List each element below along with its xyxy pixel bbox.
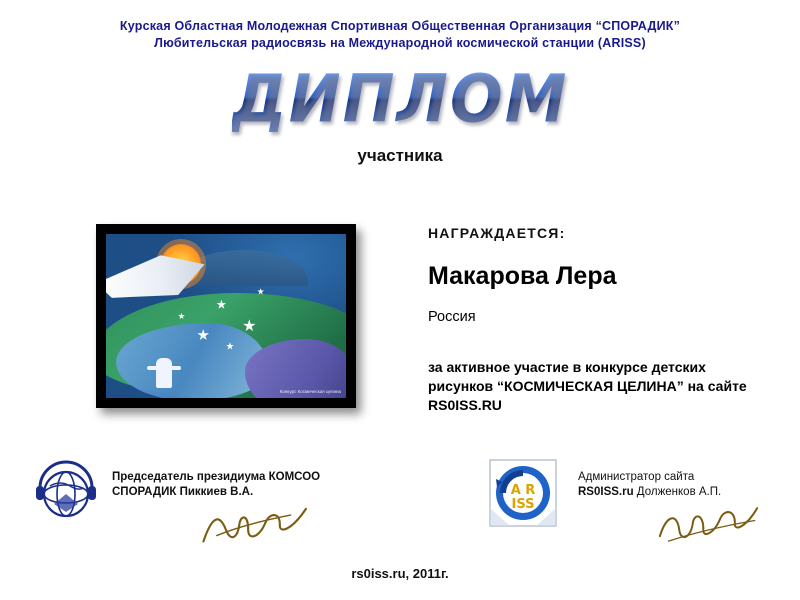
artwork-frame	[96, 224, 356, 408]
recipient-name: Макарова Лера	[428, 262, 617, 290]
footer-site-year: rs0iss.ru, 2011г.	[351, 566, 449, 581]
diploma-subtitle: участника	[357, 146, 443, 165]
signature-right-person: Долженков А.П.	[633, 485, 722, 498]
signature-block-right	[578, 470, 721, 500]
artwork-image	[106, 234, 346, 398]
signature-right-handwriting	[652, 493, 768, 558]
signature-right-line-2	[578, 485, 721, 500]
awarded-label: НАГРАЖДАЕТСЯ:	[428, 225, 566, 241]
artwork-figure	[156, 358, 172, 388]
ariss-emblem-icon	[488, 458, 558, 528]
organization-header	[0, 18, 800, 52]
diploma-title-container	[0, 59, 800, 138]
signature-right-line-1: Администратор сайта	[578, 471, 695, 483]
page-title: ДИПЛОМ	[231, 59, 569, 138]
svg-text:ISS: ISS	[511, 497, 535, 512]
sporadik-globe-emblem-icon	[32, 458, 100, 526]
signature-left-handwriting	[193, 492, 319, 563]
award-reason: за активное участие в конкурсе детских рисунков “КОСМИЧЕСКАЯ ЦЕЛИНА” на сайте RS0ISS.RU	[428, 359, 747, 413]
svg-text:A R: A R	[510, 483, 536, 498]
signature-block-left	[112, 470, 320, 500]
signature-left-line-1: Председатель президиума КОМСОО	[112, 471, 321, 483]
organization-line-1: Курская Областная Молодежная Спортивная Общественная Организация “СПОРАДИК”	[119, 19, 681, 33]
signature-right-site: RS0ISS.ru	[578, 485, 634, 498]
signature-left-line-2: СПОРАДИК Пиккиев В.А.	[112, 485, 254, 498]
artwork-caption: Конкурс Космическая целина	[279, 389, 341, 395]
recipient-country: Россия	[428, 309, 476, 325]
organization-line-2: Любительская радиосвязь на Международной космической станции (ARISS)	[154, 35, 646, 50]
